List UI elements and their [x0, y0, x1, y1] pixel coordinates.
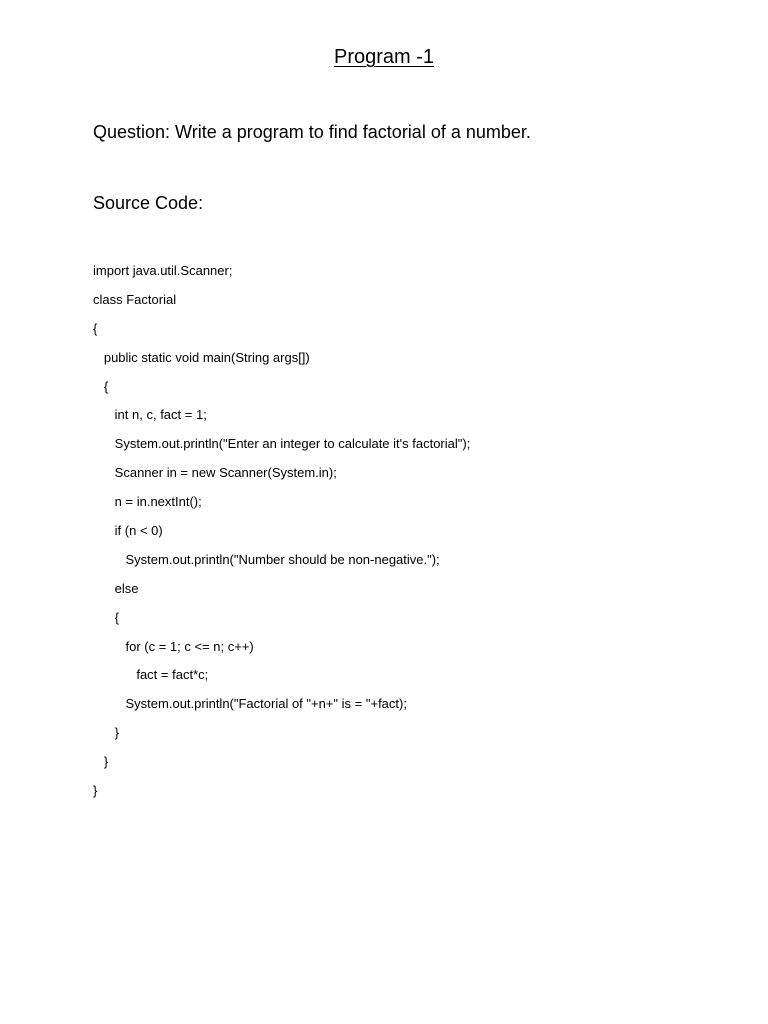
code-line: public static void main(String args[]): [93, 349, 310, 365]
source-code-block: [93, 262, 470, 811]
code-line: }: [93, 783, 98, 799]
code-line: Scanner in = new Scanner(System.in);: [93, 465, 337, 481]
code-line: else: [93, 580, 139, 596]
code-line: System.out.println("Enter an integer to calculate it's factorial");: [93, 436, 471, 452]
code-line: for (c = 1; c <= n; c++): [93, 638, 254, 654]
code-line: n = in.nextInt();: [93, 494, 202, 510]
code-line: }: [93, 725, 120, 741]
code-line: {: [93, 320, 98, 336]
code-line: int n, c, fact = 1;: [93, 407, 207, 423]
code-line: {: [93, 609, 120, 625]
code-line: }: [93, 754, 109, 770]
code-line: import java.util.Scanner;: [93, 263, 233, 278]
code-line: System.out.println("Factorial of "+n+" is = "+fact);: [93, 696, 407, 712]
source-code-heading: Source Code:: [93, 193, 204, 213]
page-title: [0, 44, 768, 70]
question-text: Question: Write a program to find factorial of a number.: [93, 122, 531, 142]
program-title: Program -1: [333, 46, 435, 68]
code-line: fact = fact*c;: [93, 667, 209, 683]
code-line: class Factorial: [93, 291, 177, 307]
code-line: if (n < 0): [93, 523, 163, 539]
code-line: {: [93, 378, 109, 394]
code-line: System.out.println("Number should be non-negative.");: [93, 551, 440, 567]
